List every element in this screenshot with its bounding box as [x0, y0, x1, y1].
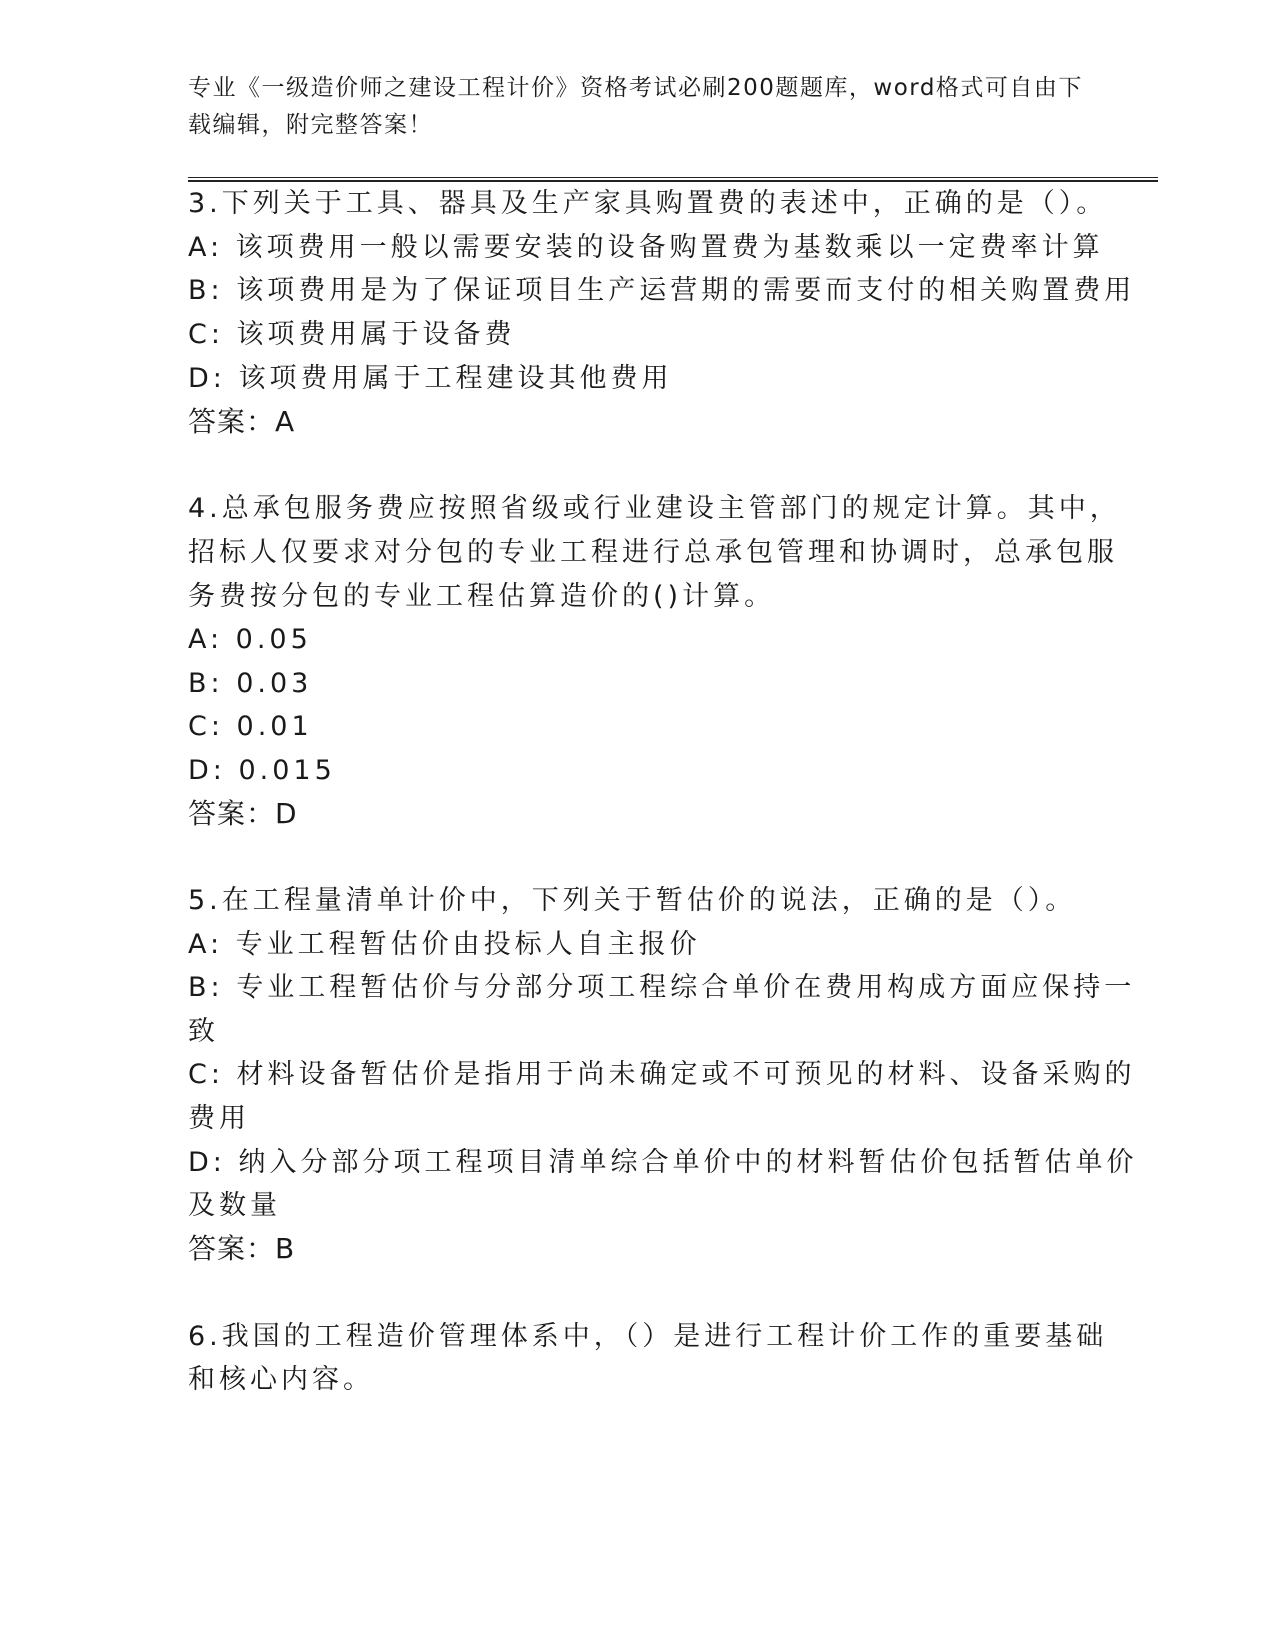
question-6-stem-line-2: 和核心内容。 [188, 1364, 374, 1395]
question-5-option-d-line-1: D: 纳入分部分项工程项目清单综合单价中的材料暂估价包括暂估单价 [188, 1147, 1138, 1178]
question-5-option-c-line-2: 费用 [188, 1103, 250, 1134]
question-3-option-a: A: 该项费用一般以需要安装的设备购置费为基数乘以一定费率计算 [188, 232, 1104, 263]
question-4-stem-line-1: 4.总承包服务费应按照省级或行业建设主管部门的规定计算。其中， [188, 493, 1121, 524]
question-5-option-a: A: 专业工程暂估价由投标人自主报价 [188, 929, 701, 960]
header-divider [188, 177, 1158, 182]
question-4-stem-line-3: 务费按分包的专业工程估算造价的()计算。 [188, 581, 776, 612]
question-4-stem-line-2: 招标人仅要求对分包的专业工程进行总承包管理和协调时，总承包服 [188, 537, 1118, 568]
question-4-option-a: A: 0.05 [188, 624, 312, 655]
question-3-option-d: D: 该项费用属于工程建设其他费用 [188, 363, 673, 394]
question-4-option-b: B: 0.03 [188, 668, 313, 699]
question-4-option-c: C: 0.01 [188, 711, 313, 742]
question-3-answer: 答案：A [188, 405, 296, 438]
question-5-answer: 答案：B [188, 1232, 296, 1265]
question-5-option-c-line-1: C: 材料设备暂估价是指用于尚未确定或不可预见的材料、设备采购的 [188, 1059, 1136, 1090]
question-5-option-d-line-2: 及数量 [188, 1190, 281, 1221]
question-5-option-b-line-2: 致 [188, 1016, 219, 1047]
question-3-option-c: C: 该项费用属于设备费 [188, 319, 516, 350]
question-3-option-b: B: 该项费用是为了保证项目生产运营期的需要而支付的相关购置费用 [188, 275, 1136, 306]
question-5-option-b-line-1: B: 专业工程暂估价与分部分项工程综合单价在费用构成方面应保持一 [188, 972, 1136, 1003]
question-5-stem: 5.在工程量清单计价中，下列关于暂估价的说法，正确的是（）。 [188, 885, 1077, 916]
question-4-answer: 答案：D [188, 797, 298, 830]
question-4-option-d: D: 0.015 [188, 755, 336, 786]
document-header: 专业《一级造价师之建设工程计价》资格考试必刷200题题库，word格式可自由下载编辑，附完整答案！ [188, 75, 1083, 138]
question-3-stem: 3.下列关于工具、器具及生产家具购置费的表述中，正确的是（）。 [188, 188, 1108, 219]
question-6-stem-line-1: 6.我国的工程造价管理体系中，（）是进行工程计价工作的重要基础 [188, 1321, 1108, 1352]
